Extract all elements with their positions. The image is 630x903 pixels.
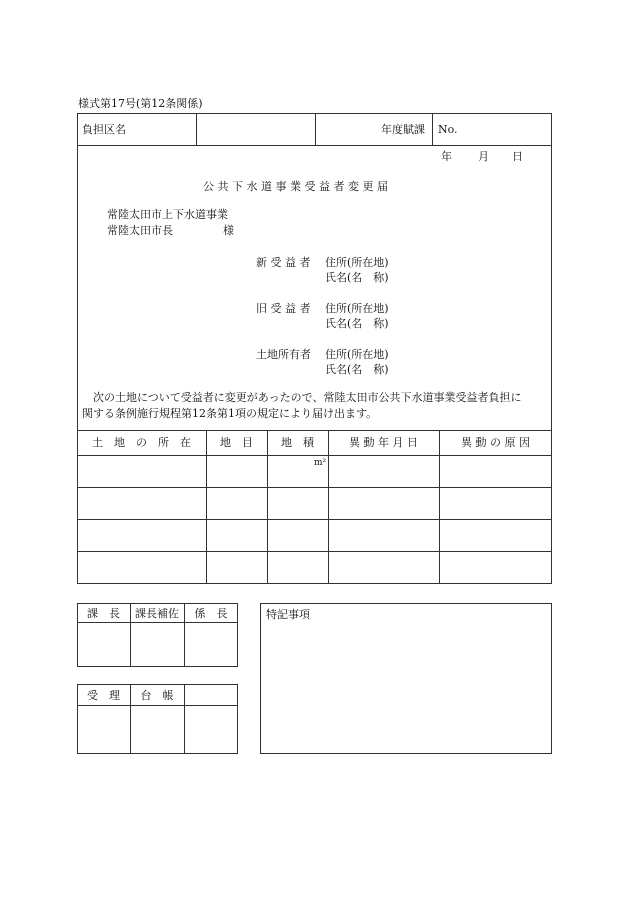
land-table-row-border — [77, 519, 552, 520]
statement-line1: 次の土地について受益者に変更があったので、常陸太田市公共下水道事業受益者負担に — [82, 391, 522, 404]
old-beneficiary-label: 旧 受 益 者 — [256, 302, 311, 315]
new-beneficiary-address-field[interactable] — [395, 254, 545, 268]
approval-header-divider — [77, 622, 238, 623]
header-row-divider — [77, 145, 552, 146]
statement-line2: 関する条例施行規程第12条第1項の規定により届け出ます。 — [82, 407, 378, 420]
no-field[interactable] — [460, 114, 550, 144]
land-owner-address-field[interactable] — [395, 346, 545, 360]
old-beneficiary-name-field[interactable] — [395, 315, 545, 329]
change-reason-header: 異 動 の 原 因 — [461, 436, 530, 449]
new-beneficiary-name-field[interactable] — [395, 269, 545, 283]
area-unit-label: m² — [314, 458, 327, 468]
land-owner-name-field[interactable] — [395, 361, 545, 375]
change-date-cell[interactable] — [329, 456, 439, 487]
old-beneficiary-address-field[interactable] — [395, 300, 545, 314]
document-title: 公 共 下 水 道 事 業 受 益 者 変 更 届 — [203, 180, 388, 193]
land-owner-address-label: 住所(所在地) — [325, 348, 389, 361]
land-table-row-border — [77, 487, 552, 488]
section-chief-header: 課 長 — [87, 607, 120, 620]
land-table-col-divider — [267, 430, 268, 584]
land-category-header: 地 目 — [220, 436, 253, 449]
year-tax-label: 年度賦課 — [381, 123, 425, 136]
change-date-header: 異 動 年 月 日 — [349, 436, 418, 449]
change-reason-cell[interactable] — [440, 456, 551, 487]
land-table-col-divider — [206, 430, 207, 584]
header-divider-3 — [432, 113, 433, 145]
date-year-label: 年 — [441, 150, 452, 163]
land-table-col-divider — [328, 430, 329, 584]
land-category-cell[interactable] — [207, 456, 267, 487]
burden-area-field[interactable] — [197, 114, 314, 144]
addressee-line1: 常陸太田市上下水道事業 — [107, 208, 228, 221]
new-beneficiary-label: 新 受 益 者 — [256, 256, 311, 269]
receipt-header: 受 理 — [87, 689, 120, 702]
addressee-honorific: 様 — [223, 224, 234, 237]
date-day-label: 日 — [512, 150, 523, 163]
remarks-box[interactable] — [260, 603, 552, 754]
unit-chief-header: 係 長 — [194, 607, 228, 620]
land-location-cell[interactable] — [78, 456, 206, 487]
land-owner-name-label: 氏名(名 称) — [325, 363, 389, 376]
remarks-label: 特記事項 — [266, 608, 310, 621]
header-divider-2 — [315, 113, 316, 145]
burden-area-label: 負担区名 — [82, 123, 126, 136]
old-beneficiary-name-label: 氏名(名 称) — [325, 317, 389, 330]
land-area-cell[interactable] — [268, 456, 313, 487]
ledger-header-divider — [77, 705, 238, 706]
land-owner-label: 土地所有者 — [256, 348, 311, 361]
land-area-header: 地 積 — [281, 436, 314, 449]
addressee-line2: 常陸太田市長 — [107, 224, 173, 237]
form-id: 様式第17号(第12条関係) — [78, 97, 203, 110]
new-beneficiary-address-label: 住所(所在地) — [325, 256, 389, 269]
old-beneficiary-address-label: 住所(所在地) — [325, 302, 389, 315]
land-location-header: 土 地 の 所 在 — [92, 436, 191, 449]
land-table-top-border — [77, 430, 552, 431]
ledger-col-divider — [184, 684, 185, 754]
deputy-chief-header: 課長補佐 — [135, 607, 179, 620]
ledger-header: 台 帳 — [140, 689, 174, 702]
no-label: No. — [438, 123, 458, 136]
land-table-col-divider — [439, 430, 440, 584]
date-month-label: 月 — [478, 150, 489, 163]
new-beneficiary-name-label: 氏名(名 称) — [325, 271, 389, 284]
land-table-row-border — [77, 551, 552, 552]
